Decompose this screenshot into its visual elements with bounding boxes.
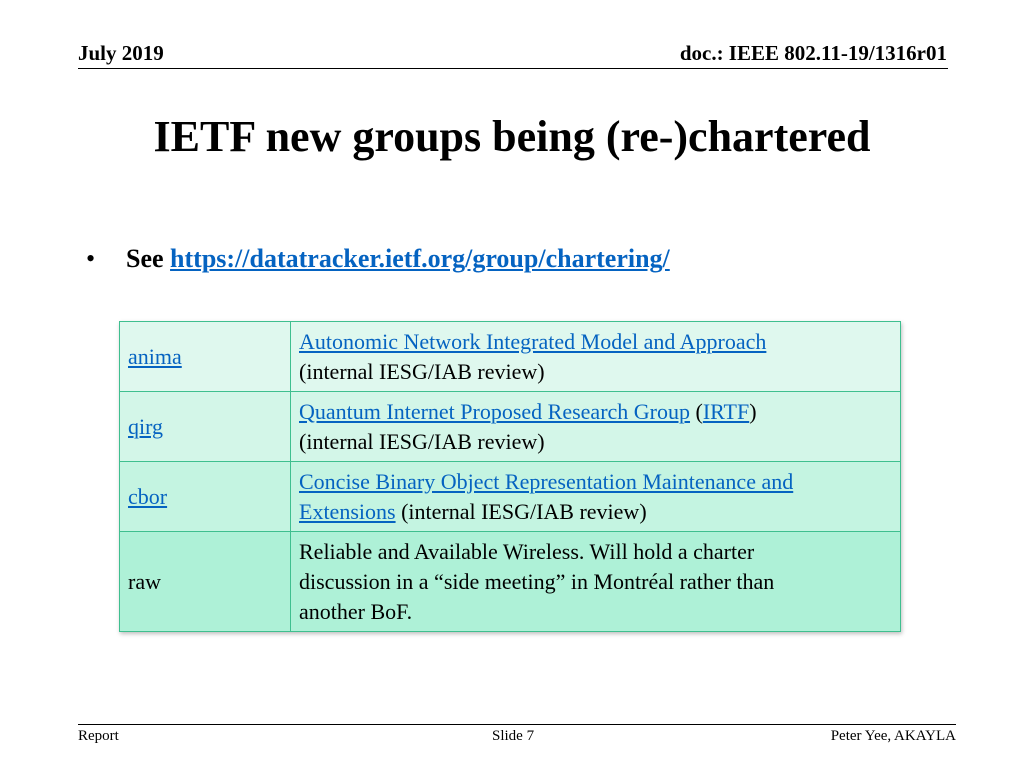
review-status: (internal IESG/IAB review) [395,498,647,524]
slide-title: IETF new groups being (re-)chartered [153,112,871,161]
table-row [120,322,901,392]
footer-left: Report [78,728,119,744]
header-divider [78,68,948,69]
group-link-cbor[interactable]: cbor [128,483,168,509]
footer-author: Peter Yee, AKAYLA [830,728,956,744]
table-row [120,392,901,462]
review-status: (internal IESG/IAB review) [299,428,545,454]
group-link-qirg[interactable]: qirg [128,413,164,439]
group-description-cell: Reliable and Available Wireless. Will hold a charter discussion in a “side meeting” in Montréal rather than another BoF. [291,532,901,632]
header-date: July 2019 [78,41,164,65]
group-description-link[interactable]: Concise Binary Object Representation Maintenance and [299,468,794,494]
group-description-cell: Quantum Internet Proposed Research Group (IRTF) (internal IESG/IAB review) [291,392,901,462]
review-status: (internal IESG/IAB review) [299,358,545,384]
group-link-anima[interactable]: anima [128,343,182,369]
group-description-link[interactable]: Quantum Internet Proposed Research Group [299,398,691,424]
datatracker-link[interactable]: https://datatracker.ietf.org/group/chartering/ [170,244,670,273]
table-row [120,462,901,532]
group-description-link[interactable]: Autonomic Network Integrated Model and Approach [299,328,767,354]
header-doc-id: doc.: IEEE 802.11-19/1316r01 [679,41,947,65]
irtf-link[interactable]: IRTF [702,398,750,424]
group-name-cell [120,392,291,462]
group-name-raw: raw [128,568,161,594]
group-description-cell [291,322,901,392]
slide-number: Slide 7 [492,728,535,744]
bullet-prefix: See [126,244,171,273]
bullet-marker: • [86,244,96,273]
footer-divider [78,724,956,725]
bullet-item [126,244,670,274]
chartering-groups-table [119,321,901,632]
group-name-cell [120,462,291,532]
group-name-cell [120,532,291,632]
group-name-cell [120,322,291,392]
table-row [120,532,901,632]
group-description-link-cont[interactable]: Extensions [299,498,396,524]
group-description-cell [291,462,901,532]
